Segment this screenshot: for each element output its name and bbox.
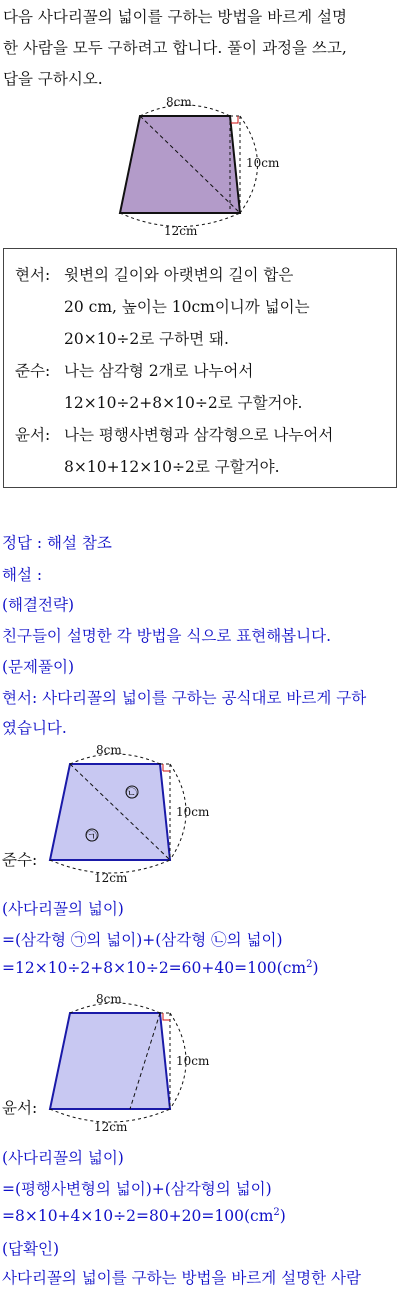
solve-head: (문제풀이)	[2, 658, 74, 676]
junsu-trapezoid	[50, 764, 170, 860]
explain-head: 해설 :	[2, 566, 43, 584]
yunseo-eq-2-close: )	[279, 1207, 286, 1225]
check-head: (답확인)	[2, 1240, 60, 1258]
right-angle-mark	[231, 116, 238, 123]
question-text	[3, 2, 397, 95]
junsu-eq-2-sup: 2	[306, 959, 313, 970]
junsu-eq-1: =(삼각형 ㉠의 넓이)+(삼각형 ㉡의 넓이)	[2, 931, 283, 949]
strategy-head: (해결전략)	[2, 596, 74, 614]
junsu-top-label: 8cm	[96, 743, 122, 757]
hyeonseo-line-1: 윗변의 길이와 아랫변의 길이 합은	[64, 266, 294, 284]
strategy-text: 친구들이 설명한 각 방법을 식으로 표현해봅니다.	[2, 627, 332, 645]
hyeonseo-name: 현서:	[15, 266, 51, 284]
yunseo-line-2: 8×10+12×10÷2로 구할거야.	[64, 458, 280, 476]
hyeonseo-solution-b: 였습니다.	[2, 719, 67, 737]
junsu-line-1: 나는 삼각형 2개로 나누어서	[64, 362, 254, 380]
yunseo-right-angle	[163, 1013, 170, 1020]
hyeonseo-line-2: 20 cm, 높이는 10cm이니까 넓이는	[64, 298, 310, 316]
top-label: 8cm	[166, 95, 192, 109]
question-line-3: 답을 구하시오.	[3, 70, 103, 88]
yunseo-line-1: 나는 평행사변형과 삼각형으로 나누어서	[64, 426, 334, 444]
yunseo-top-label: 8cm	[96, 992, 122, 1006]
junsu-eq-2-close: )	[312, 959, 319, 977]
answer-line: 정답 : 해설 참조	[2, 534, 112, 552]
yunseo-eq-1: =(평행사변형의 넓이)+(삼각형의 넓이)	[2, 1180, 272, 1198]
height-label: 10cm	[246, 156, 280, 170]
yunseo-area-head: (사다리꼴의 넓이)	[2, 1149, 124, 1167]
junsu-name: 준수:	[15, 362, 51, 380]
yunseo-figure-label: 윤서:	[2, 1099, 38, 1117]
trapezoid-figure	[100, 90, 300, 240]
region-1-text: ㉠	[86, 830, 97, 843]
region-2-text: ㉡	[126, 787, 137, 800]
yunseo-bottom-label: 12cm	[94, 1120, 128, 1134]
bottom-label: 12cm	[164, 224, 198, 238]
junsu-figure	[40, 738, 240, 888]
hyeonseo-line-3: 20×10÷2로 구하면 돼.	[64, 330, 229, 348]
question-line-2: 한 사람을 모두 구하려고 합니다. 풀이 과정을 쓰고,	[3, 39, 347, 57]
hyeonseo-solution-a: 현서: 사다리꼴의 넓이를 구하는 공식대로 바르게 구하	[2, 689, 367, 707]
check-text: 사다리꼴의 넓이를 구하는 방법을 바르게 설명한 사람	[2, 1269, 361, 1287]
junsu-height-label: 10cm	[176, 805, 210, 819]
yunseo-eq-2-main: =8×10+4×10÷2=80+20=100(cm	[2, 1207, 274, 1225]
junsu-bottom-label: 12cm	[94, 871, 128, 885]
opinions-box	[3, 248, 397, 488]
yunseo-height-label: 10cm	[176, 1054, 210, 1068]
question-line-1: 다음 사다리꼴의 넓이를 구하는 방법을 바르게 설명	[3, 8, 347, 26]
yunseo-eq-2-sup: 2	[273, 1207, 280, 1218]
trapezoid-shape	[120, 116, 240, 213]
yunseo-name: 윤서:	[15, 426, 51, 444]
junsu-eq-2-main: =12×10÷2+8×10÷2=60+40=100(cm	[2, 959, 307, 977]
junsu-eq-2	[2, 959, 398, 977]
junsu-figure-label: 준수:	[2, 851, 38, 869]
junsu-line-2: 12×10÷2+8×10÷2로 구할거야.	[64, 394, 303, 412]
yunseo-eq-2	[2, 1207, 398, 1225]
yunseo-trapezoid	[50, 1013, 170, 1109]
yunseo-figure	[40, 985, 240, 1135]
junsu-area-head: (사다리꼴의 넓이)	[2, 900, 124, 918]
